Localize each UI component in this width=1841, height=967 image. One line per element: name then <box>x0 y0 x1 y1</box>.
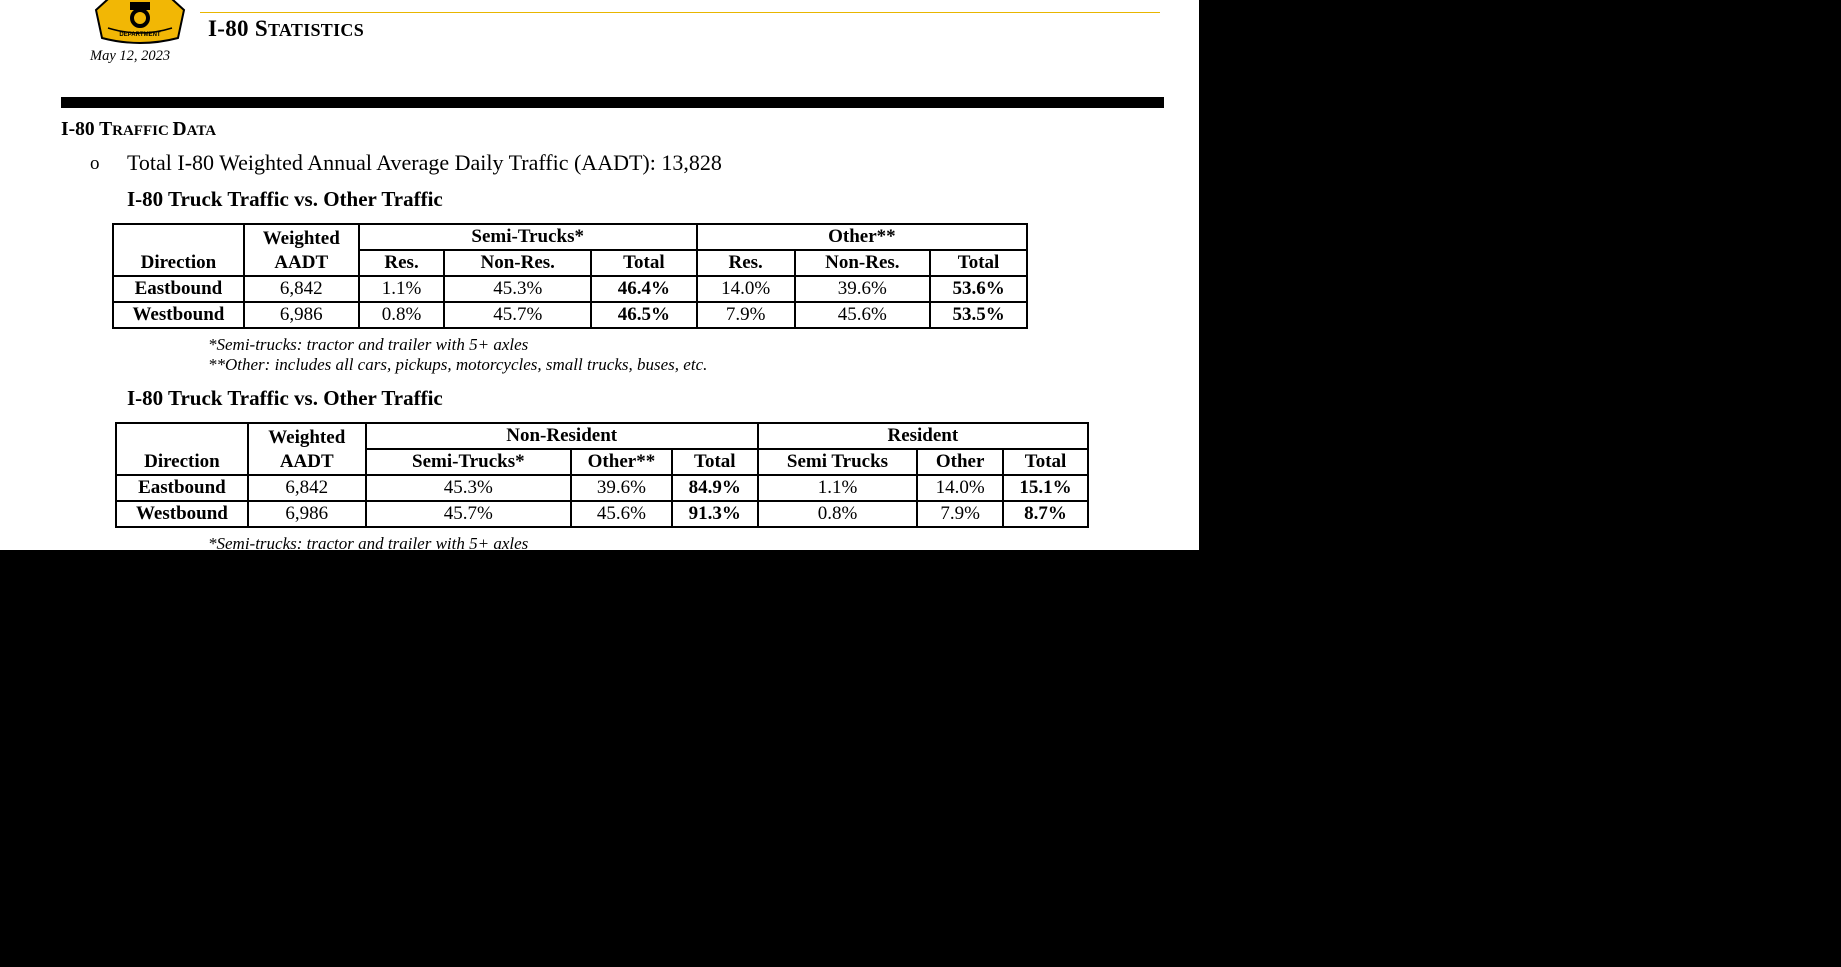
header-accent-rule <box>200 12 1160 13</box>
header-semi-trucks: Semi-Trucks* <box>359 224 697 250</box>
header-divider-bar <box>61 97 1164 108</box>
cell-other-res: 14.0% <box>697 276 795 302</box>
cell-nr-total: 84.9% <box>672 475 758 501</box>
cell-semi-total: 46.4% <box>591 276 697 302</box>
header-weighted: Weighted <box>268 427 346 448</box>
heading-part2: RAFFIC <box>112 123 173 139</box>
header-other-res: Res. <box>697 250 795 276</box>
cell-r-other: 14.0% <box>917 475 1003 501</box>
cell-other-nonres: 45.6% <box>795 302 931 328</box>
header-aadt: AADT <box>274 252 329 273</box>
cell-nr-semi: 45.3% <box>366 475 571 501</box>
truck-vs-other-table-2 <box>115 422 1089 528</box>
bullet-marker: o <box>90 153 100 174</box>
table2-title: I-80 Truck Traffic vs. Other Traffic <box>127 386 443 410</box>
cell-r-total: 8.7% <box>1003 501 1088 527</box>
cell-semi-nonres: 45.3% <box>444 276 591 302</box>
table2-header-row-1 <box>116 423 1088 449</box>
header-nr-semi: Semi-Trucks* <box>366 449 571 475</box>
cell-semi-total: 46.5% <box>591 302 697 328</box>
cell-semi-res: 1.1% <box>359 276 445 302</box>
cell-semi-nonres: 45.7% <box>444 302 591 328</box>
header-r-other: Other <box>917 449 1003 475</box>
header-other-total: Total <box>930 250 1027 276</box>
header-non-resident: Non-Resident <box>366 423 758 449</box>
logo-text: DEPARTMENT <box>119 32 161 38</box>
department-logo <box>92 0 188 46</box>
table1-header-row-1 <box>113 224 1027 250</box>
document-page <box>0 0 1199 550</box>
cell-aadt: 6,842 <box>248 475 366 501</box>
cell-direction: Westbound <box>116 501 248 527</box>
table1-footnote-other: **Other: includes all cars, pickups, motorcycles, small trucks, buses, etc. <box>208 355 708 374</box>
header-direction: Direction <box>116 423 248 475</box>
cell-nr-other: 45.6% <box>571 501 672 527</box>
header-resident: Resident <box>758 423 1088 449</box>
header-other: Other** <box>697 224 1027 250</box>
cell-nr-other: 39.6% <box>571 475 672 501</box>
truck-vs-other-table-1 <box>112 223 1028 329</box>
table-row <box>113 302 1027 328</box>
cell-aadt: 6,986 <box>248 501 366 527</box>
cell-r-semi: 1.1% <box>758 475 918 501</box>
header-weighted: Weighted <box>262 228 340 249</box>
total-aadt-text: Total I-80 Weighted Annual Average Daily Traffic (AADT): 13,828 <box>127 150 722 175</box>
table-row <box>116 501 1088 527</box>
title-lead: I-80 S <box>208 16 268 41</box>
cell-semi-res: 0.8% <box>359 302 445 328</box>
table2-footnote-semi: *Semi-trucks: tractor and trailer with 5+ axles <box>208 534 529 550</box>
cell-other-total: 53.6% <box>930 276 1027 302</box>
title-smallcaps: TATISTICS <box>267 20 365 40</box>
cell-nr-total: 91.3% <box>672 501 758 527</box>
header-semi-res: Res. <box>359 250 445 276</box>
table-row <box>113 276 1027 302</box>
cell-other-nonres: 39.6% <box>795 276 931 302</box>
cell-aadt: 6,986 <box>244 302 359 328</box>
cell-other-total: 53.5% <box>930 302 1027 328</box>
cell-aadt: 6,842 <box>244 276 359 302</box>
header-weighted-aadt <box>248 423 366 475</box>
header-nr-other: Other** <box>571 449 672 475</box>
header-weighted-aadt <box>244 224 359 276</box>
header-semi-total: Total <box>591 250 697 276</box>
cell-direction: Eastbound <box>116 475 248 501</box>
header-aadt: AADT <box>279 451 334 472</box>
document-title <box>208 16 364 42</box>
heading-part1: I-80 T <box>61 119 113 140</box>
header-other-nonres: Non-Res. <box>795 250 931 276</box>
document-date: May 12, 2023 <box>90 48 171 64</box>
heading-part4: ATA <box>186 123 217 139</box>
cell-r-total: 15.1% <box>1003 475 1088 501</box>
cell-direction: Westbound <box>113 302 244 328</box>
cell-direction: Eastbound <box>113 276 244 302</box>
header-r-semi: Semi Trucks <box>758 449 918 475</box>
header-direction: Direction <box>113 224 244 276</box>
table1-footnote-semi: *Semi-trucks: tractor and trailer with 5+ axles <box>208 335 529 354</box>
cell-other-res: 7.9% <box>697 302 795 328</box>
heading-part3: D <box>172 119 187 140</box>
header-semi-nonres: Non-Res. <box>444 250 591 276</box>
table-row <box>116 475 1088 501</box>
header-r-total: Total <box>1003 449 1088 475</box>
section-heading <box>61 119 216 141</box>
cell-nr-semi: 45.7% <box>366 501 571 527</box>
cell-r-semi: 0.8% <box>758 501 918 527</box>
header-nr-total: Total <box>672 449 758 475</box>
table1-title: I-80 Truck Traffic vs. Other Traffic <box>127 187 443 211</box>
cell-r-other: 7.9% <box>917 501 1003 527</box>
